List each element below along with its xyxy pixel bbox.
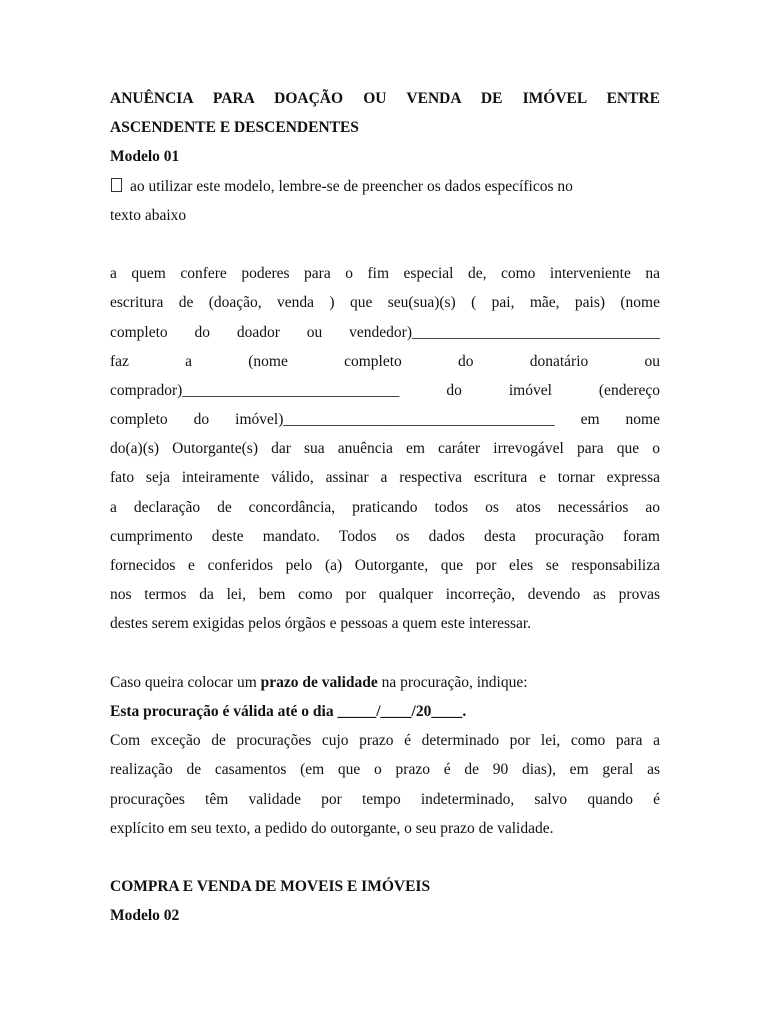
validity-instruction (110, 668, 660, 697)
model-1-label: Modelo 01 (110, 148, 180, 166)
section-2-title: COMPRA E VENDA DE MOVEIS E IMÓVEIS (110, 878, 431, 896)
document-page (110, 84, 660, 930)
model-2-label: Modelo 02 (110, 907, 180, 925)
document-title-line-2: ASCENDENTE E DESCENDENTES (110, 119, 359, 137)
body-1-line: completo do doador ou vendedor)________________________________ (110, 323, 660, 341)
body-1-line: do(a)(s) Outorgante(s) dar sua anuência em caráter irrevogável para que o (110, 440, 660, 458)
body-2-line: explícito em seu texto, a pedido do outorgante, o seu prazo de validade. (110, 819, 554, 837)
spacer (110, 843, 660, 872)
body-1-line: fornecidos e conferidos pelo (a) Outorgante, que por eles se responsabiliza (110, 557, 660, 574)
checkbox-placeholder-icon (111, 178, 122, 192)
body-1-line: a declaração de concordância, praticando todos os atos necessários ao (110, 498, 660, 516)
validity-prefix: Caso queira colocar um (110, 673, 261, 691)
body-1-line: fato seja inteiramente válido, assinar a respectiva escritura e tornar expressa (110, 469, 660, 487)
spacer (110, 230, 660, 259)
note-line-2: texto abaixo (110, 206, 187, 224)
body-2-line: realização de casamentos (em que o prazo é de 90 dias), em geral as (110, 761, 660, 779)
body-1-line: faz a (nome completo do donatário ou (110, 352, 660, 370)
validity-highlight: prazo de validade (260, 673, 378, 691)
spacer (110, 639, 660, 668)
body-paragraph-2 (110, 726, 660, 843)
note-line-1 (110, 172, 660, 201)
body-1-line: completo do imóvel)___________________________________ em nome (110, 411, 660, 429)
body-2-line: procurações têm validade por tempo indeterminado, salvo quando é (110, 790, 660, 808)
note-text-1: ao utilizar este modelo, lembre-se de preencher os dados específicos no (130, 177, 573, 195)
body-1-line: a quem confere poderes para o fim especial de, como interveniente na (110, 265, 660, 283)
document-title-line-1: ANUÊNCIA PARA DOAÇÃO OU VENDA DE IMÓVEL ENTRE (110, 90, 660, 107)
body-1-line: cumprimento deste mandato. Todos os dados desta procuração foram (110, 527, 660, 545)
body-1-line: escritura de (doação, venda ) que seu(sua)(s) ( pai, mãe, pais) (nome (110, 294, 660, 312)
body-paragraph-1 (110, 259, 660, 638)
body-1-line: comprador)____________________________ do imóvel (endereço (110, 381, 660, 399)
body-1-line: destes serem exigidas pelos órgãos e pessoas a quem este interessar. (110, 615, 532, 633)
validity-suffix: na procuração, indique: (377, 673, 528, 691)
body-1-line: nos termos da lei, bem como por qualquer incorreção, devendo as provas (110, 586, 660, 604)
validity-statement: Esta procuração é válida até o dia _____/____/20____. (110, 702, 467, 720)
body-2-line: Com exceção de procurações cujo prazo é determinado por lei, como para a (110, 732, 660, 750)
